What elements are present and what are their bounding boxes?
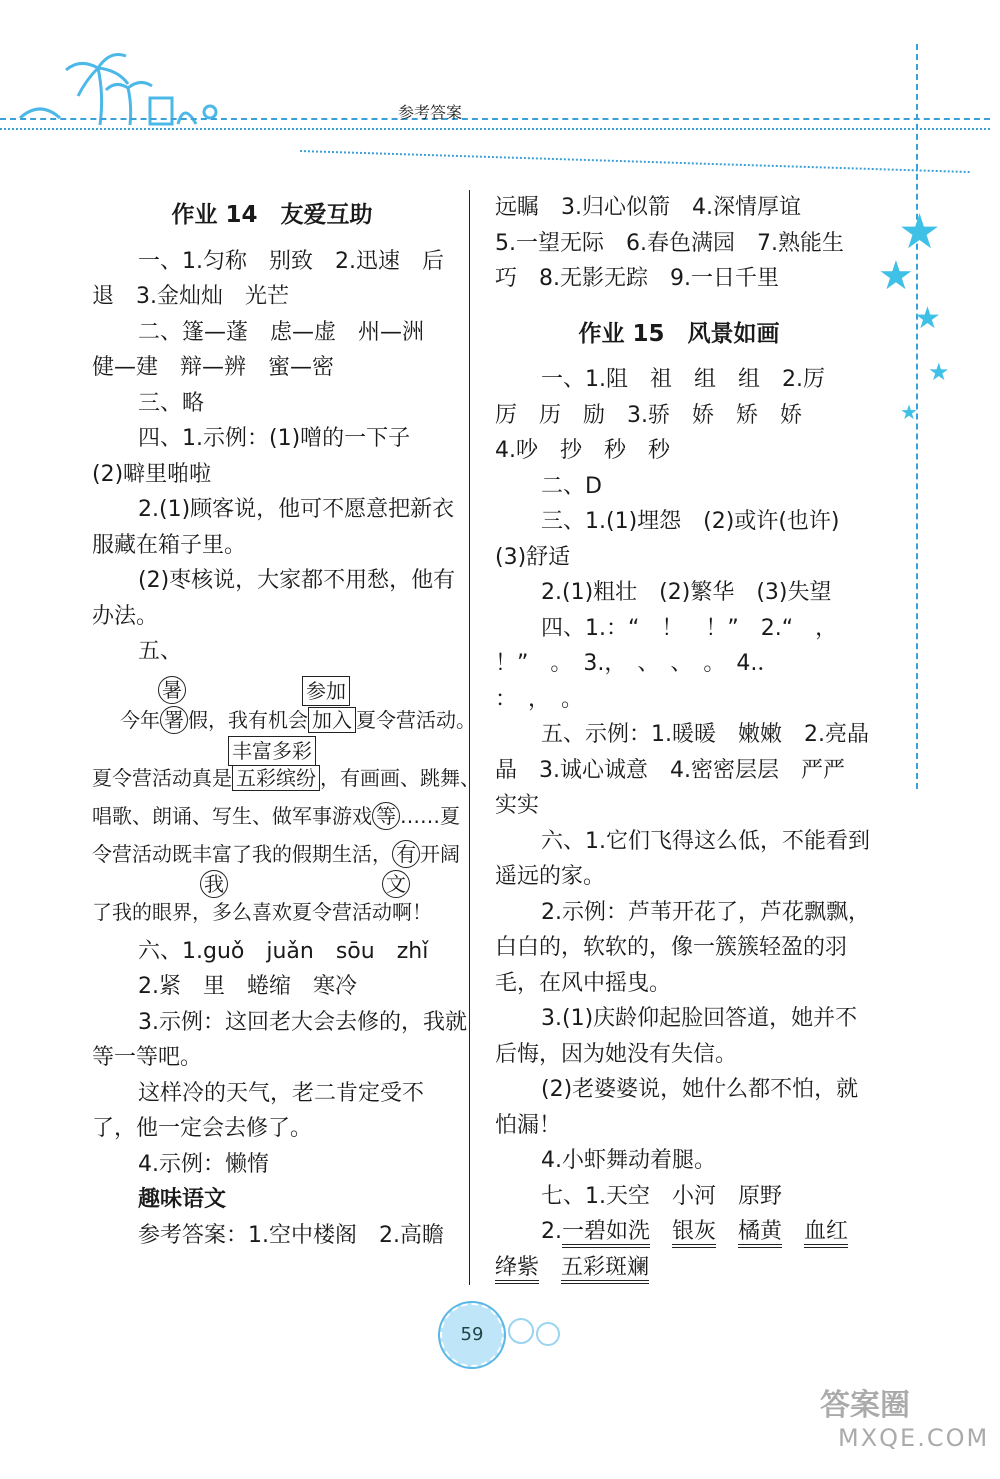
- answer-line: 服藏在箱子里。: [92, 532, 247, 558]
- answer-line: 健—建 辩—辨 蜜—密: [92, 355, 335, 380]
- answer-line: 2.(1)粗壮 (2)繁华 (3)失望: [541, 580, 832, 605]
- answer-line: 六、1.guǒ juǎn sōu zhǐ: [138, 938, 429, 964]
- star-icon: ★: [928, 358, 950, 386]
- proofread-line: 了我的眼界，多么喜欢夏令营活动啊！: [92, 899, 432, 924]
- error-circle: 有: [392, 840, 420, 868]
- proofreading-block: [92, 676, 480, 926]
- error-box: 五彩缤纷: [232, 765, 320, 791]
- underlined-word: 绛紫: [495, 1255, 539, 1284]
- answer-line: 巧 8.无影无踪 9.一日千里: [495, 266, 779, 291]
- answer-line: 办法。: [92, 603, 159, 629]
- right-column: [495, 190, 870, 1285]
- answer-line: 三、略: [138, 390, 205, 416]
- answer-line: 这样冷的天气，老二肯定受不: [138, 1080, 425, 1106]
- left-column: [92, 190, 480, 1253]
- proofread-line: 唱歌、朗诵、写生、做军事游戏 等 ……夏: [92, 803, 460, 828]
- answer-line: 5.一望无际 6.春色满园 7.熟能生: [495, 230, 844, 256]
- star-icon: ★: [898, 204, 942, 260]
- correction-box: 参加: [302, 676, 350, 706]
- answer-line: (3)舒适: [495, 544, 571, 570]
- proofread-line: 夏令营活动真是 五彩缤纷 ，有画画、跳舞、: [92, 765, 480, 790]
- answer-line: 2.示例：芦苇开花了，芦花飘飘，: [541, 899, 870, 925]
- answer-line: 等一等吧。: [92, 1045, 203, 1070]
- answer-line: 一、1.阻 祖 组 组 2.厉: [541, 367, 825, 392]
- answer-line: 五、: [138, 639, 183, 664]
- answer-line: 2.紧 里 蜷缩 寒冷: [138, 974, 357, 999]
- answer-line: 七、1.天空 小河 原野: [541, 1183, 782, 1209]
- answer-line: 参考答案：1.空中楼阁 2.高瞻: [138, 1222, 444, 1248]
- error-box: 加入: [308, 707, 356, 733]
- error-circle: 等: [372, 802, 400, 830]
- header-curve-rule: [300, 150, 970, 173]
- header-rule-bottom: [0, 128, 990, 130]
- answer-line: 2.(1)顾客说，他可不愿意把新衣: [138, 497, 455, 522]
- underlined-word: 一碧如洗: [562, 1219, 650, 1248]
- answer-line: [495, 1250, 863, 1286]
- page-number-badge: 59: [440, 1303, 504, 1367]
- answer-line: 怕漏！: [495, 1112, 562, 1138]
- answer-line: 晶 3.诚心诚意 4.密密层层 严严: [495, 757, 845, 783]
- correction-circle: 暑: [158, 676, 186, 704]
- answer-line: 4.示例：懒惰: [138, 1151, 269, 1177]
- answer-line: 2.一碧如洗 银灰 橘黄 血红: [495, 1214, 863, 1250]
- answer-line: 二、篷—蓬 虑—虚 州—洲: [138, 319, 425, 345]
- watermark-logo: 答案圈: [820, 1388, 910, 1423]
- answer-line: (2)枣核说，大家都不用愁，他有: [138, 568, 456, 593]
- answer-line: ： ， 。: [495, 686, 584, 712]
- answer-line: 三、1.(1)埋怨 (2)或许(也许): [541, 509, 840, 534]
- column-divider: [469, 190, 470, 1285]
- answer-line: 一、1.匀称 别致 2.迅速 后: [138, 248, 444, 274]
- answer-line: (2)老婆婆说，她什么都不怕，就: [541, 1077, 859, 1102]
- section-title-14: 作业 14 友爱互助: [171, 202, 373, 228]
- watermark-url: MXQE.COM: [838, 1424, 990, 1452]
- answer-line: 4.小虾舞动着腿。: [541, 1148, 716, 1173]
- section-title-15: 作业 15 风景如画: [578, 320, 780, 347]
- bubble-decoration: [508, 1318, 534, 1344]
- star-icon: ★: [878, 253, 914, 299]
- star-icon: ★: [914, 301, 941, 336]
- palm-tree-logo: [0, 40, 240, 130]
- bubble-decoration: [536, 1322, 560, 1346]
- underlined-word: 银灰: [672, 1219, 716, 1248]
- underlined-word: 血红: [804, 1219, 848, 1248]
- answer-line: 五、示例：1.暖暖 嫩嫩 2.亮晶: [541, 722, 869, 747]
- error-circle: 署: [160, 706, 188, 734]
- correction-circle: 我: [200, 870, 228, 898]
- answer-line: (2)噼里啪啦: [92, 461, 212, 487]
- answer-line: 四、1.：“ ！ ！” 2.“ ，: [541, 615, 838, 641]
- fun-chinese-heading: 趣味语文: [138, 1187, 227, 1212]
- correction-circle: 文: [382, 870, 410, 898]
- answer-line: ！” 。 3.， 、 、 。 4.．: [495, 651, 780, 676]
- answer-line: 遥远的家。: [495, 864, 606, 889]
- answer-line: 二、D: [541, 473, 602, 499]
- answer-line: 后悔，因为她没有失信。: [495, 1041, 738, 1067]
- answer-line: 厉 历 励 3.骄 娇 矫 娇: [495, 402, 802, 428]
- answer-line: 四、1.示例：(1)噌的一下子: [138, 426, 411, 451]
- star-icon: ★: [900, 400, 918, 424]
- answer-line: 3.(1)庆龄仰起脸回答道，她并不: [541, 1006, 858, 1031]
- underlined-word: 五彩斑斓: [561, 1255, 649, 1284]
- underlined-word: 橘黄: [738, 1219, 782, 1248]
- answer-line: 六、1.它们飞得这么低，不能看到: [541, 828, 870, 854]
- header-title: 参考答案: [397, 103, 462, 122]
- answer-line: 远瞩 3.归心似箭 4.深情厚谊: [495, 195, 801, 220]
- proofread-line: 今年 署 假，我有机会 加入 夏令营活动。: [120, 707, 476, 732]
- answer-line: 实实: [495, 793, 540, 818]
- correction-box: 丰富多彩: [228, 736, 316, 766]
- answer-line: 退 3.金灿灿 光芒: [92, 284, 289, 309]
- proofread-line: 令营活动既丰富了我的假期生活， 有 开阔: [92, 841, 460, 866]
- answer-line: 毛，在风中摇曳。: [495, 970, 672, 996]
- answer-line: 了，他一定会去修了。: [92, 1116, 313, 1141]
- answer-line: 3.示例：这回老大会去修的，我就: [138, 1009, 467, 1035]
- answer-line: 白白的，软软的，像一簇簇轻盈的羽: [495, 935, 848, 960]
- answer-line: 4.吵 抄 秒 秒: [495, 438, 670, 463]
